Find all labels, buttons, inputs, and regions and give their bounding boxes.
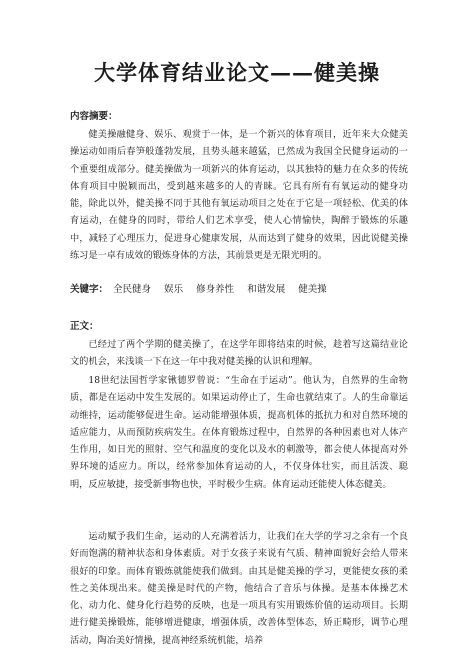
document-title: 大学体育结业论文——健美操: [94, 60, 380, 85]
keywords-line: [70, 283, 327, 297]
body-paragraph-1: 已经过了两个学期的健美操了，在这学年即将结束的时候，趁着写这篇结业论文的机会，来浅谈一下在这一年中我对健美操的认识和理解。: [70, 339, 408, 368]
abstract-paragraph: 健美操融健身、娱乐、观赏于一体，是一个新兴的体育项目，近年来大众健美操运动如雨后春笋般蓬勃发展，且势头越来越猛，已然成为我国全民健身运动的一个重要组成部分。健美操做为一项新兴的体育运动，以其独特的魅力在众多的传统体育项目中脱颖而出，受到越来越多的人的青睐。它具有所有有氧运动的健身功能，除此以外，健美操不同于其他有氧运动项目之处在于它是一项轻松、优美的体育运动，在健身的同时，带给人们艺术享受，使人心情愉快，陶醉于锻炼的乐趣中，减轻了心理压力，促进身心健康发展，从而达到了健身的效果，因此说健美操练习是一卓有成效的锻炼身体的方法，其前景更是无限光明的。: [70, 129, 408, 262]
keyword-item: 娱乐: [164, 284, 184, 295]
abstract-label: 内容摘要：: [70, 111, 118, 122]
keyword-item: 全民健身: [113, 284, 152, 295]
keywords-label: 关键字：: [70, 284, 109, 295]
keyword-item: 修身养性: [196, 284, 235, 295]
keyword-item: 和谐发展: [247, 284, 286, 295]
body-paragraph-3: 运动赋予我们生命，运动的人充满着活力，让我们在大学的学习之余有一个良好而饱满的精神状态和身体素质。对于女孩子来说有气质、精神面貌好会给人带来很好的印象。而体育锻炼就能使我们做到。由其是健美操的学习，更能使女孩的柔性之美体现出来。健美操是时代的产物，他结合了音乐与体操。是基本体操艺术化、动力化、健身化行趋势的反映，也是一项具有实用锻炼价值的运动项目。长期进行健美操锻炼，能够增进健康，增强体质，改善体型体态，矫正畸形，调节心理活动，陶冶美好情操，提高神经系统机能，培养: [70, 531, 408, 646]
keyword-item: 健美操: [298, 284, 327, 295]
body-paragraph-2: 18世纪法国哲学家锹德罗曾说：“生命在于运动”。他认为，自然界的生命物质，都是在运动中发生发展的。如果运动停止了，生命也就结束了。人的生命靠运动维持，运动能够促进生命。运动能增强体质，提高机体的抵抗力和对自然环境的适应能力，从而预防疾病发生。在体育锻炼过程中，自然界的各种因素也对人体产生作用，如日光的照射、空气和温度的变化以及水的刺激等，都会使人体提高对外界环境的适应力。所以，经常参加体育运动的人，不仅身体壮实，而且活泼、聪明，反应敏捷，接受新事物也快，平时极少生病。体育运动还能使人体态健美。: [70, 375, 408, 490]
body-label: 正文：: [70, 321, 99, 332]
